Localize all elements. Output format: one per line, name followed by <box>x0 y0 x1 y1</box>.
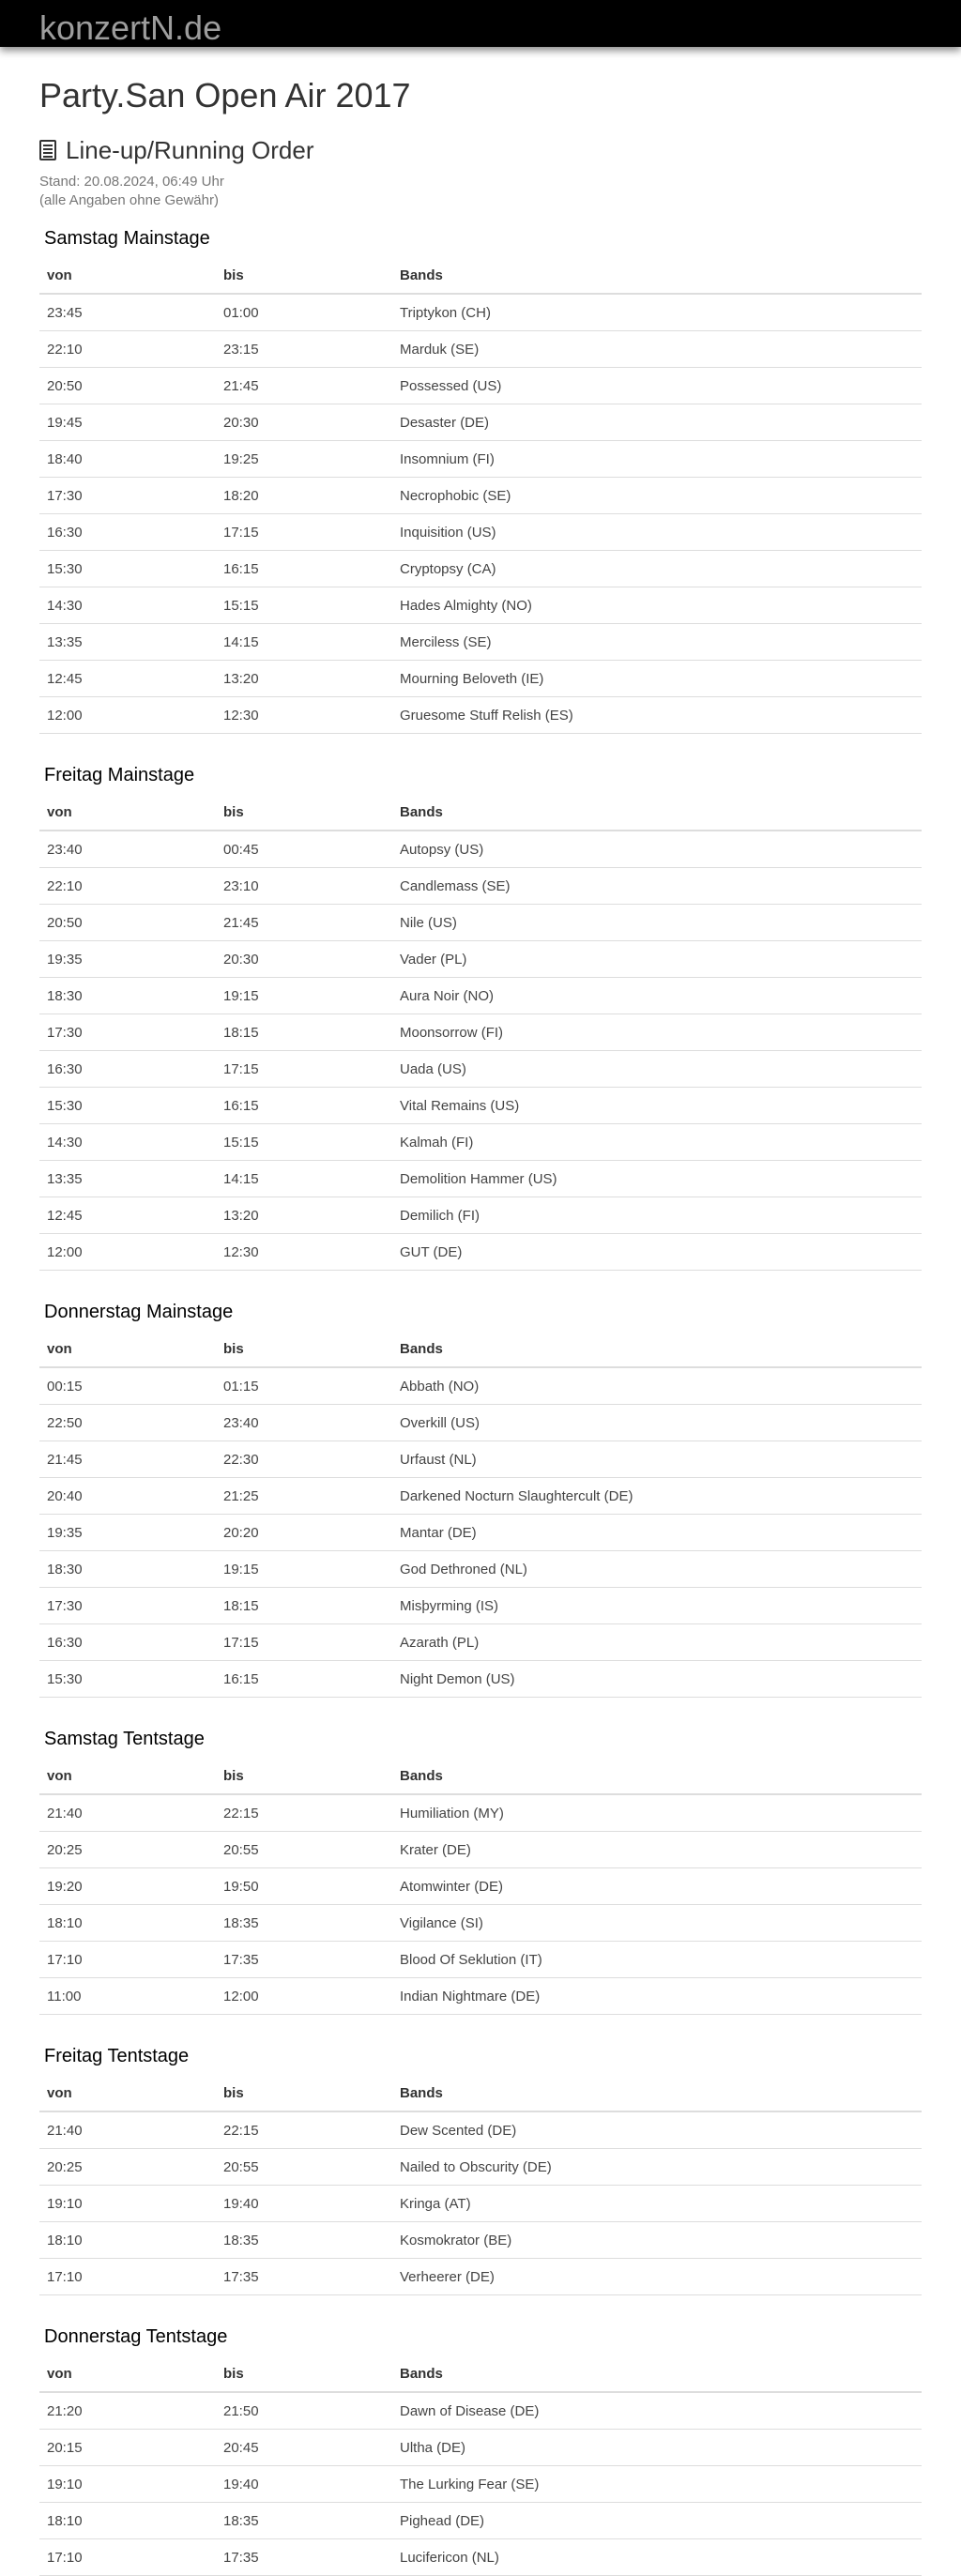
cell-band: Mourning Beloveth (IE) <box>392 661 922 697</box>
header-von: von <box>39 794 216 831</box>
cell-start-time: 11:00 <box>39 1978 216 2015</box>
cell-start-time: 19:45 <box>39 404 216 441</box>
cell-end-time: 22:15 <box>216 1794 392 1832</box>
cell-start-time: 20:25 <box>39 2149 216 2186</box>
table-row <box>39 441 922 478</box>
cell-start-time: 23:40 <box>39 831 216 868</box>
table-row <box>39 1161 922 1197</box>
cell-start-time: 18:30 <box>39 978 216 1014</box>
schedule-table <box>39 257 922 734</box>
cell-end-time: 12:30 <box>216 697 392 734</box>
cell-end-time: 19:50 <box>216 1868 392 1905</box>
header-von: von <box>39 2355 216 2392</box>
schedule-table <box>39 2075 922 2295</box>
cell-end-time: 17:35 <box>216 2539 392 2576</box>
cell-end-time: 15:15 <box>216 587 392 624</box>
cell-band: Aura Noir (NO) <box>392 978 922 1014</box>
cell-band: Humiliation (MY) <box>392 1794 922 1832</box>
table-row <box>39 697 922 734</box>
cell-start-time: 14:30 <box>39 1124 216 1161</box>
cell-start-time: 12:45 <box>39 1197 216 1234</box>
cell-start-time: 17:10 <box>39 2539 216 2576</box>
table-row <box>39 2222 922 2259</box>
cell-start-time: 16:30 <box>39 1051 216 1088</box>
cell-band: Overkill (US) <box>392 1405 922 1441</box>
cell-end-time: 12:30 <box>216 1234 392 1271</box>
cell-band: Azarath (PL) <box>392 1624 922 1661</box>
cell-start-time: 12:00 <box>39 1234 216 1271</box>
cell-band: Indian Nightmare (DE) <box>392 1978 922 2015</box>
cell-start-time: 17:30 <box>39 1014 216 1051</box>
cell-end-time: 00:45 <box>216 831 392 868</box>
table-row <box>39 1441 922 1478</box>
table-row <box>39 2503 922 2539</box>
cell-band: Nile (US) <box>392 905 922 941</box>
table-row <box>39 2430 922 2466</box>
cell-band: Insomnium (FI) <box>392 441 922 478</box>
stage-section <box>39 2043 922 2295</box>
table-row <box>39 1014 922 1051</box>
cell-band: Desaster (DE) <box>392 404 922 441</box>
stand-timestamp: Stand: 20.08.2024, 06:49 Uhr <box>39 174 224 190</box>
cell-band: Cryptopsy (CA) <box>392 551 922 587</box>
table-row <box>39 2149 922 2186</box>
table-row <box>39 905 922 941</box>
cell-start-time: 21:40 <box>39 1794 216 1832</box>
cell-start-time: 17:10 <box>39 2259 216 2295</box>
section-title: Freitag Tentstage <box>44 2046 190 2066</box>
cell-end-time: 18:15 <box>216 1014 392 1051</box>
header-bis: bis <box>216 1758 392 1794</box>
table-row <box>39 2186 922 2222</box>
cell-band: Marduk (SE) <box>392 331 922 368</box>
cell-band: Hades Almighty (NO) <box>392 587 922 624</box>
cell-band: Dew Scented (DE) <box>392 2111 922 2149</box>
table-row <box>39 1794 922 1832</box>
cell-end-time: 20:55 <box>216 1832 392 1868</box>
table-row <box>39 1405 922 1441</box>
cell-start-time: 00:15 <box>39 1367 216 1405</box>
cell-band: Merciless (SE) <box>392 624 922 661</box>
table-row <box>39 624 922 661</box>
cell-start-time: 19:35 <box>39 941 216 978</box>
cell-start-time: 20:50 <box>39 368 216 404</box>
cell-end-time: 21:45 <box>216 905 392 941</box>
brand-logo-link[interactable]: konzertN.de <box>39 8 222 47</box>
cell-end-time: 17:35 <box>216 1942 392 1978</box>
header-bands: Bands <box>392 1331 922 1367</box>
disclaimer: (alle Angaben ohne Gewähr) <box>39 192 219 208</box>
header-von: von <box>39 1331 216 1367</box>
page-meta <box>39 173 922 210</box>
cell-start-time: 22:10 <box>39 868 216 905</box>
cell-end-time: 14:15 <box>216 624 392 661</box>
cell-band: Ultha (DE) <box>392 2430 922 2466</box>
cell-start-time: 19:10 <box>39 2466 216 2503</box>
table-row <box>39 2466 922 2503</box>
cell-start-time: 17:10 <box>39 1942 216 1978</box>
cell-end-time: 17:15 <box>216 1624 392 1661</box>
cell-start-time: 18:40 <box>39 441 216 478</box>
cell-band: Darkened Nocturn Slaughtercult (DE) <box>392 1478 922 1515</box>
stage-section <box>39 2324 922 2576</box>
cell-start-time: 18:10 <box>39 1905 216 1942</box>
cell-band: Atomwinter (DE) <box>392 1868 922 1905</box>
cell-end-time: 20:20 <box>216 1515 392 1551</box>
table-header-row <box>39 2075 922 2111</box>
table-row <box>39 1088 922 1124</box>
cell-end-time: 21:50 <box>216 2392 392 2430</box>
table-row <box>39 1197 922 1234</box>
header-bands: Bands <box>392 2355 922 2392</box>
cell-band: Vader (PL) <box>392 941 922 978</box>
cell-band: Candlemass (SE) <box>392 868 922 905</box>
cell-start-time: 19:10 <box>39 2186 216 2222</box>
table-row <box>39 661 922 697</box>
cell-start-time: 12:00 <box>39 697 216 734</box>
cell-end-time: 21:25 <box>216 1478 392 1515</box>
header-bis: bis <box>216 257 392 294</box>
header-bis: bis <box>216 794 392 831</box>
cell-end-time: 13:20 <box>216 1197 392 1234</box>
header-von: von <box>39 2075 216 2111</box>
cell-end-time: 15:15 <box>216 1124 392 1161</box>
cell-band: Night Demon (US) <box>392 1661 922 1698</box>
table-row <box>39 1868 922 1905</box>
table-row <box>39 978 922 1014</box>
cell-start-time: 18:10 <box>39 2222 216 2259</box>
cell-end-time: 20:30 <box>216 404 392 441</box>
cell-start-time: 12:45 <box>39 661 216 697</box>
subtitle-heading <box>39 135 922 165</box>
header-von: von <box>39 257 216 294</box>
cell-start-time: 19:35 <box>39 1515 216 1551</box>
header-bands: Bands <box>392 257 922 294</box>
cell-band: Urfaust (NL) <box>392 1441 922 1478</box>
cell-band: Kosmokrator (BE) <box>392 2222 922 2259</box>
header-bis: bis <box>216 2075 392 2111</box>
table-row <box>39 1367 922 1405</box>
cell-start-time: 21:20 <box>39 2392 216 2430</box>
cell-band: Nailed to Obscurity (DE) <box>392 2149 922 2186</box>
cell-end-time: 20:55 <box>216 2149 392 2186</box>
cell-band: Blood Of Seklution (IT) <box>392 1942 922 1978</box>
table-row <box>39 1661 922 1698</box>
cell-start-time: 15:30 <box>39 1088 216 1124</box>
stage-section <box>39 1299 922 1698</box>
running-order-sections <box>39 225 922 2576</box>
cell-band: Demilich (FI) <box>392 1197 922 1234</box>
table-row <box>39 1942 922 1978</box>
table-row <box>39 514 922 551</box>
cell-end-time: 17:35 <box>216 2259 392 2295</box>
cell-end-time: 18:35 <box>216 2503 392 2539</box>
cell-start-time: 19:20 <box>39 1868 216 1905</box>
cell-band: The Lurking Fear (SE) <box>392 2466 922 2503</box>
stage-section <box>39 1726 922 2015</box>
cell-end-time: 12:00 <box>216 1978 392 2015</box>
cell-start-time: 21:45 <box>39 1441 216 1478</box>
cell-end-time: 13:20 <box>216 661 392 697</box>
cell-end-time: 19:15 <box>216 1551 392 1588</box>
cell-start-time: 15:30 <box>39 551 216 587</box>
cell-band: Krater (DE) <box>392 1832 922 1868</box>
page-title: Party.San Open Air 2017 <box>39 76 411 114</box>
cell-band: Triptykon (CH) <box>392 294 922 331</box>
cell-start-time: 23:45 <box>39 294 216 331</box>
table-header-row <box>39 2355 922 2392</box>
table-row <box>39 1124 922 1161</box>
table-row <box>39 587 922 624</box>
header-bands: Bands <box>392 1758 922 1794</box>
cell-end-time: 16:15 <box>216 1088 392 1124</box>
cell-band: Inquisition (US) <box>392 514 922 551</box>
cell-band: Gruesome Stuff Relish (ES) <box>392 697 922 734</box>
table-row <box>39 1551 922 1588</box>
cell-band: Vital Remains (US) <box>392 1088 922 1124</box>
cell-start-time: 17:30 <box>39 1588 216 1624</box>
table-row <box>39 478 922 514</box>
cell-end-time: 18:35 <box>216 2222 392 2259</box>
header-bis: bis <box>216 2355 392 2392</box>
cell-end-time: 19:40 <box>216 2466 392 2503</box>
schedule-table <box>39 1758 922 2015</box>
table-row <box>39 1515 922 1551</box>
section-title: Freitag Mainstage <box>44 765 195 785</box>
table-row <box>39 1478 922 1515</box>
cell-end-time: 17:15 <box>216 514 392 551</box>
cell-end-time: 16:15 <box>216 551 392 587</box>
cell-end-time: 23:10 <box>216 868 392 905</box>
table-row <box>39 2111 922 2149</box>
section-title: Samstag Mainstage <box>44 228 210 249</box>
cell-band: God Dethroned (NL) <box>392 1551 922 1588</box>
table-row <box>39 868 922 905</box>
cell-end-time: 17:15 <box>216 1051 392 1088</box>
cell-start-time: 18:10 <box>39 2503 216 2539</box>
table-header-row <box>39 1331 922 1367</box>
table-row <box>39 404 922 441</box>
table-header-row <box>39 794 922 831</box>
cell-end-time: 16:15 <box>216 1661 392 1698</box>
cell-start-time: 13:35 <box>39 624 216 661</box>
table-row <box>39 831 922 868</box>
cell-band: Misþyrming (IS) <box>392 1588 922 1624</box>
table-row <box>39 2392 922 2430</box>
cell-start-time: 18:30 <box>39 1551 216 1588</box>
table-row <box>39 1905 922 1942</box>
cell-end-time: 19:25 <box>216 441 392 478</box>
cell-band: Autopsy (US) <box>392 831 922 868</box>
cell-end-time: 22:30 <box>216 1441 392 1478</box>
header-bands: Bands <box>392 794 922 831</box>
cell-end-time: 18:35 <box>216 1905 392 1942</box>
table-header-row <box>39 257 922 294</box>
table-row <box>39 1588 922 1624</box>
cell-end-time: 18:20 <box>216 478 392 514</box>
cell-band: Kalmah (FI) <box>392 1124 922 1161</box>
cell-start-time: 17:30 <box>39 478 216 514</box>
cell-band: Possessed (US) <box>392 368 922 404</box>
cell-end-time: 23:15 <box>216 331 392 368</box>
table-row <box>39 551 922 587</box>
subtitle-text: Line-up/Running Order <box>66 136 314 164</box>
cell-band: Mantar (DE) <box>392 1515 922 1551</box>
top-navbar <box>0 0 961 47</box>
cell-start-time: 14:30 <box>39 587 216 624</box>
cell-end-time: 01:15 <box>216 1367 392 1405</box>
cell-band: GUT (DE) <box>392 1234 922 1271</box>
cell-band: Lucifericon (NL) <box>392 2539 922 2576</box>
cell-start-time: 20:25 <box>39 1832 216 1868</box>
table-row <box>39 368 922 404</box>
cell-start-time: 16:30 <box>39 1624 216 1661</box>
table-row <box>39 1234 922 1271</box>
cell-band: Demolition Hammer (US) <box>392 1161 922 1197</box>
table-row <box>39 2539 922 2576</box>
cell-start-time: 20:15 <box>39 2430 216 2466</box>
header-bis: bis <box>216 1331 392 1367</box>
table-header-row <box>39 1758 922 1794</box>
cell-end-time: 22:15 <box>216 2111 392 2149</box>
table-row <box>39 2259 922 2295</box>
schedule-table <box>39 1331 922 1698</box>
list-icon <box>39 140 56 160</box>
cell-end-time: 20:30 <box>216 941 392 978</box>
cell-start-time: 13:35 <box>39 1161 216 1197</box>
header-von: von <box>39 1758 216 1794</box>
cell-end-time: 23:40 <box>216 1405 392 1441</box>
cell-start-time: 15:30 <box>39 1661 216 1698</box>
cell-band: Necrophobic (SE) <box>392 478 922 514</box>
cell-band: Moonsorrow (FI) <box>392 1014 922 1051</box>
cell-start-time: 16:30 <box>39 514 216 551</box>
section-title: Donnerstag Tentstage <box>44 2326 228 2347</box>
schedule-table <box>39 2355 922 2576</box>
cell-start-time: 22:50 <box>39 1405 216 1441</box>
cell-band: Verheerer (DE) <box>392 2259 922 2295</box>
table-row <box>39 331 922 368</box>
section-title: Samstag Tentstage <box>44 1729 205 1749</box>
cell-band: Vigilance (SI) <box>392 1905 922 1942</box>
cell-band: Dawn of Disease (DE) <box>392 2392 922 2430</box>
cell-end-time: 20:45 <box>216 2430 392 2466</box>
table-row <box>39 1624 922 1661</box>
cell-start-time: 22:10 <box>39 331 216 368</box>
schedule-table <box>39 794 922 1271</box>
cell-end-time: 19:15 <box>216 978 392 1014</box>
table-row <box>39 941 922 978</box>
header-bands: Bands <box>392 2075 922 2111</box>
table-row <box>39 1978 922 2015</box>
table-row <box>39 294 922 331</box>
main-content <box>0 47 961 2576</box>
table-row <box>39 1832 922 1868</box>
cell-band: Uada (US) <box>392 1051 922 1088</box>
cell-start-time: 20:40 <box>39 1478 216 1515</box>
cell-band: Pighead (DE) <box>392 2503 922 2539</box>
cell-end-time: 14:15 <box>216 1161 392 1197</box>
section-title: Donnerstag Mainstage <box>44 1302 234 1322</box>
cell-end-time: 19:40 <box>216 2186 392 2222</box>
cell-band: Kringa (AT) <box>392 2186 922 2222</box>
cell-band: Abbath (NO) <box>392 1367 922 1405</box>
stage-section <box>39 225 922 734</box>
cell-end-time: 18:15 <box>216 1588 392 1624</box>
stage-section <box>39 762 922 1271</box>
cell-start-time: 21:40 <box>39 2111 216 2149</box>
cell-start-time: 20:50 <box>39 905 216 941</box>
cell-end-time: 21:45 <box>216 368 392 404</box>
table-row <box>39 1051 922 1088</box>
cell-end-time: 01:00 <box>216 294 392 331</box>
